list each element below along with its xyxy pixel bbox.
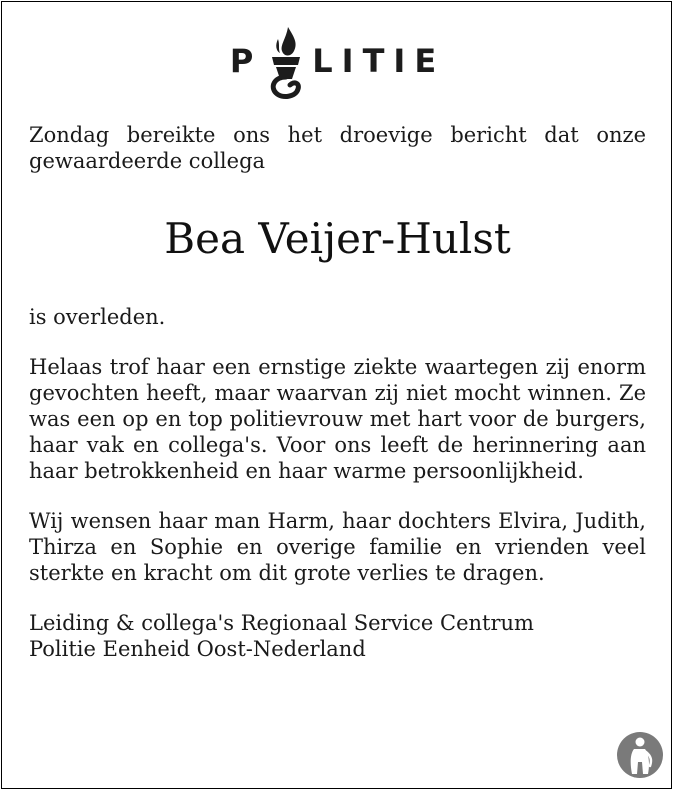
intro-text: Zondag bereikte ons het droevige bericht dat onze gewaardeerde collega xyxy=(29,123,646,173)
politie-emblem-icon xyxy=(264,25,308,101)
mourning-figure-seal-icon xyxy=(616,730,664,780)
paragraph-condolences: Wij wensen haar man Harm, haar dochters Elvira, Judith, Thirza en Sophie en overige familie en vrienden veel sterkte en kracht om dit grote verlies te dragen. xyxy=(29,509,646,585)
died-text: is overleden. xyxy=(29,305,166,329)
paragraph-tribute: Helaas trof haar een ernstige ziekte waartegen zij enorm gevochten heeft, maar waarvan zij niet mocht winnen. Ze was een op en top politievrouw met hart voor de burgers, haar vak en collega's. Voor ons leeft de herinnering aan haar betrokkenheid en haar warme persoonlijkheid. xyxy=(29,355,646,483)
logo-letters-litie: LITIE xyxy=(312,42,446,80)
deceased-name: Bea Veijer-Hulst xyxy=(164,214,511,263)
notice-body xyxy=(29,122,646,662)
politie-wordmark xyxy=(230,25,445,97)
politie-logo xyxy=(0,16,675,106)
signature-line-1: Leiding & collega's Regionaal Service Centrum xyxy=(29,611,534,635)
logo-letter-p: P xyxy=(229,42,263,80)
signature-line-2: Politie Eenheid Oost-Nederland xyxy=(29,637,366,661)
